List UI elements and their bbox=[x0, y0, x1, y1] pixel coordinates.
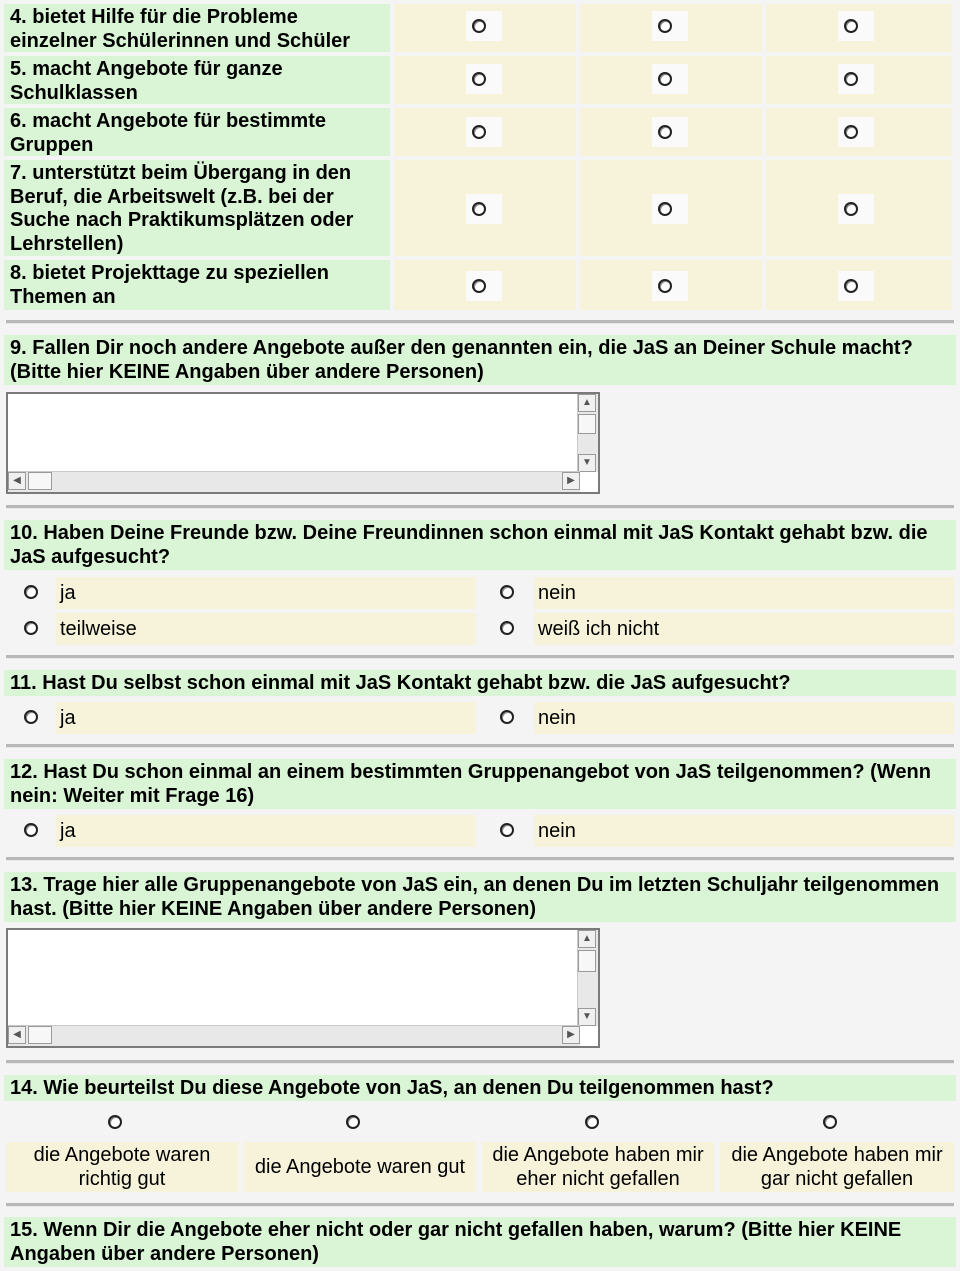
divider bbox=[6, 857, 954, 861]
q12-radio-nein[interactable] bbox=[500, 823, 514, 837]
horizontal-scrollbar[interactable] bbox=[8, 1025, 580, 1046]
q11-radio-nein[interactable] bbox=[500, 710, 514, 724]
divider bbox=[6, 1203, 954, 1207]
matrix-row-6-label: 6. macht Angebote für bestimmte Gruppen bbox=[4, 108, 390, 156]
q10-question: 10. Haben Deine Freunde bzw. Deine Freundinnen schon einmal mit JaS Kontakt gehabt bzw. die JaS aufgesucht? bbox=[4, 520, 956, 570]
scroll-thumb[interactable] bbox=[578, 950, 596, 972]
q10-option-teilweise: teilweise bbox=[60, 618, 137, 640]
radio-icon[interactable] bbox=[844, 19, 858, 33]
q14-option-gut: die Angebote waren gut bbox=[244, 1142, 476, 1192]
radio-icon[interactable] bbox=[658, 279, 672, 293]
scroll-right-icon[interactable]: ▶ bbox=[562, 472, 580, 490]
scroll-thumb[interactable] bbox=[578, 414, 596, 434]
radio-icon[interactable] bbox=[658, 72, 672, 86]
radio-icon[interactable] bbox=[844, 125, 858, 139]
q10-radio-weiss-nicht[interactable] bbox=[500, 621, 514, 635]
q14-option-richtig-gut: die Angebote waren richtig gut bbox=[6, 1142, 238, 1192]
q10-radio-teilweise[interactable] bbox=[24, 621, 38, 635]
scroll-up-icon[interactable]: ▲ bbox=[578, 930, 596, 948]
q15-question: 15. Wenn Dir die Angebote eher nicht oder gar nicht gefallen haben, warum? (Bitte hier KEINE Angaben über andere Personen) bbox=[4, 1217, 956, 1267]
scroll-left-icon[interactable]: ◀ bbox=[8, 1026, 26, 1044]
matrix-row-5-col-1[interactable] bbox=[466, 64, 502, 94]
radio-icon[interactable] bbox=[844, 202, 858, 216]
q12-option-nein: nein bbox=[538, 820, 576, 842]
matrix-row-7-col-1[interactable] bbox=[466, 194, 502, 224]
q12-option-ja: ja bbox=[60, 820, 76, 842]
q10-option-ja: ja bbox=[60, 582, 76, 604]
matrix-row-5-col-3[interactable] bbox=[838, 64, 874, 94]
divider bbox=[6, 320, 954, 324]
option-bg bbox=[56, 577, 476, 609]
radio-icon[interactable] bbox=[844, 279, 858, 293]
q10-option-nein: nein bbox=[538, 582, 576, 604]
radio-icon[interactable] bbox=[844, 72, 858, 86]
option-bg bbox=[534, 702, 954, 734]
matrix-row-6-col-1[interactable] bbox=[466, 117, 502, 147]
matrix-row-8-col-3[interactable] bbox=[838, 271, 874, 301]
matrix-row-7-col-2[interactable] bbox=[652, 194, 688, 224]
radio-icon[interactable] bbox=[472, 19, 486, 33]
q14-radio-eher-nicht[interactable] bbox=[585, 1115, 599, 1129]
q12-question: 12. Hast Du schon einmal an einem bestimmten Gruppenangebot von JaS teilgenommen? (Wenn nein: Weiter mit Frage 16) bbox=[4, 759, 956, 809]
matrix-row-8-col-2[interactable] bbox=[652, 271, 688, 301]
radio-icon[interactable] bbox=[472, 279, 486, 293]
vertical-scrollbar[interactable] bbox=[577, 930, 598, 1026]
q11-radio-ja[interactable] bbox=[24, 710, 38, 724]
q12-radio-ja[interactable] bbox=[24, 823, 38, 837]
radio-icon[interactable] bbox=[472, 125, 486, 139]
option-bg bbox=[534, 577, 954, 609]
q14-option-eher-nicht: die Angebote haben mir eher nicht gefallen bbox=[482, 1142, 714, 1192]
radio-icon[interactable] bbox=[658, 19, 672, 33]
q13-question: 13. Trage hier alle Gruppenangebote von JaS ein, an denen Du im letzten Schuljahr teilgenommen hast. (Bitte hier KEINE Angaben über andere Personen) bbox=[4, 872, 956, 922]
q14-option-gar-nicht: die Angebote haben mir gar nicht gefallen bbox=[720, 1142, 954, 1192]
option-bg bbox=[56, 815, 476, 847]
radio-icon[interactable] bbox=[658, 202, 672, 216]
q9-textarea[interactable] bbox=[6, 392, 600, 494]
q9-question: 9. Fallen Dir noch andere Angebote außer den genannten ein, die JaS an Deiner Schule macht? (Bitte hier KEINE Angaben über andere Personen) bbox=[4, 335, 956, 385]
scroll-down-icon[interactable]: ▼ bbox=[578, 454, 596, 472]
matrix-row-7-label: 7. unterstützt beim Übergang in den Beruf, die Arbeitswelt (z.B. bei der Suche nach Praktikumsplätzen oder Lehrstellen) bbox=[4, 160, 390, 256]
q14-question: 14. Wie beurteilst Du diese Angebote von JaS, an denen Du teilgenommen hast? bbox=[4, 1075, 956, 1101]
matrix-row-4-col-2[interactable] bbox=[652, 11, 688, 41]
matrix-row-4-col-1[interactable] bbox=[466, 11, 502, 41]
matrix-row-4-col-3[interactable] bbox=[838, 11, 874, 41]
scroll-left-icon[interactable]: ◀ bbox=[8, 472, 26, 490]
q10-radio-ja[interactable] bbox=[24, 585, 38, 599]
scroll-up-icon[interactable]: ▲ bbox=[578, 394, 596, 412]
scroll-thumb[interactable] bbox=[28, 472, 52, 490]
radio-icon[interactable] bbox=[472, 72, 486, 86]
q14-radio-gut[interactable] bbox=[346, 1115, 360, 1129]
matrix-row-5-label: 5. macht Angebote für ganze Schulklassen bbox=[4, 56, 390, 104]
option-bg bbox=[534, 815, 954, 847]
divider bbox=[6, 505, 954, 509]
q11-option-nein: nein bbox=[538, 707, 576, 729]
q11-question: 11. Hast Du selbst schon einmal mit JaS Kontakt gehabt bzw. die JaS aufgesucht? bbox=[4, 670, 956, 696]
matrix-row-4-label: 4. bietet Hilfe für die Probleme einzelner Schülerinnen und Schüler bbox=[4, 4, 390, 52]
matrix-row-6-col-3[interactable] bbox=[838, 117, 874, 147]
radio-icon[interactable] bbox=[472, 202, 486, 216]
q14-radio-richtig-gut[interactable] bbox=[108, 1115, 122, 1129]
vertical-scrollbar[interactable] bbox=[577, 394, 598, 472]
q11-option-ja: ja bbox=[60, 707, 76, 729]
scroll-down-icon[interactable]: ▼ bbox=[578, 1008, 596, 1026]
matrix-row-8-col-1[interactable] bbox=[466, 271, 502, 301]
q10-radio-nein[interactable] bbox=[500, 585, 514, 599]
divider bbox=[6, 655, 954, 659]
scroll-thumb[interactable] bbox=[28, 1026, 52, 1044]
matrix-row-6-col-2[interactable] bbox=[652, 117, 688, 147]
q13-textarea[interactable] bbox=[6, 928, 600, 1048]
q14-radio-gar-nicht[interactable] bbox=[823, 1115, 837, 1129]
horizontal-scrollbar[interactable] bbox=[8, 471, 580, 492]
option-bg bbox=[56, 702, 476, 734]
divider bbox=[6, 744, 954, 748]
divider bbox=[6, 1060, 954, 1064]
matrix-row-8-label: 8. bietet Projekttage zu speziellen Themen an bbox=[4, 260, 390, 310]
matrix-row-5-col-2[interactable] bbox=[652, 64, 688, 94]
matrix-row-7-col-3[interactable] bbox=[838, 194, 874, 224]
q10-option-weiss-nicht: weiß ich nicht bbox=[538, 618, 660, 640]
scroll-right-icon[interactable]: ▶ bbox=[562, 1026, 580, 1044]
radio-icon[interactable] bbox=[658, 125, 672, 139]
